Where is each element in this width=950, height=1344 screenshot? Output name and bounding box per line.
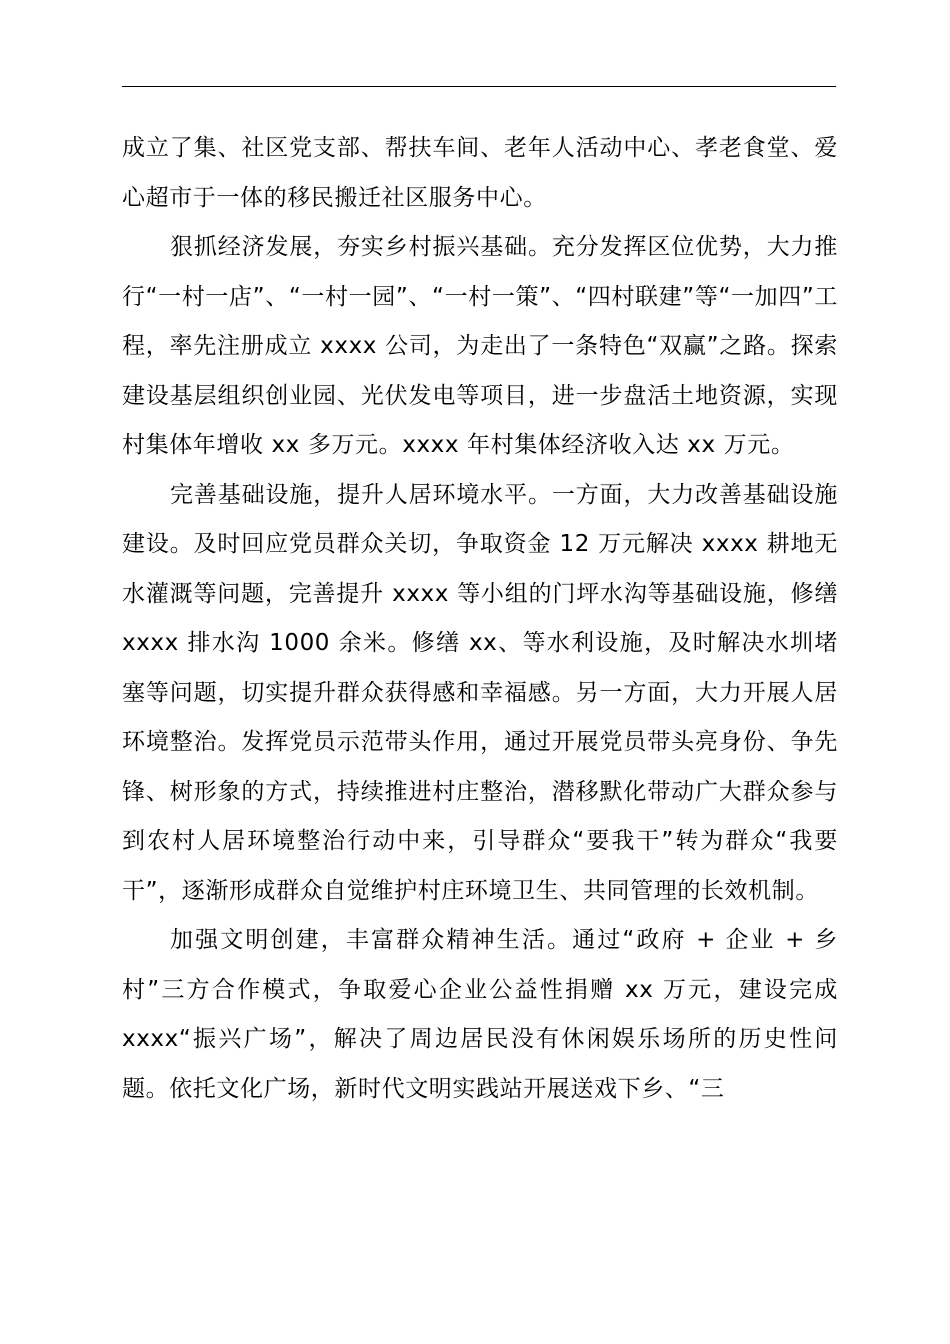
document-body (122, 124, 838, 1114)
paragraph-civilization-building: 加强文明创建，丰富群众精神生活。通过“政府 + 企业 + 乡村”三方合作模式，争取爱心企业公益性捐赠 xx 万元，建设完成 xxxx“振兴广场”，解决了周边居民没有休闲娱乐场所的历史性问题。依托文化广场，新时代文明实践站开展送戏下乡、“三 (122, 927, 838, 1102)
header-rule (122, 86, 836, 87)
paragraph-economic-development: 狠抓经济发展，夯实乡村振兴基础。充分发挥区位优势，大力推行“一村一店”、“一村一园”、“一村一策”、“四村联建”等“一加四”工程，率先注册成立 xxxx 公司，为走出了一条特色“双赢”之路。探索建设基层组织创业园、光伏发电等项目，进一步盘活土地资源，实现村集体年增收 xx 多万元。xxxx 年村集体经济收入达 xx 万元。 (122, 234, 838, 458)
paragraph-infrastructure: 完善基础设施，提升人居环境水平。一方面，大力改善基础设施建设。及时回应党员群众关切，争取资金 12 万元解决 xxxx 耕地无水灌溉等问题，完善提升 xxxx 等小组的门坪水沟等基础设施，修缮 xxxx 排水沟 1000 余米。修缮 xx、等水利设施，及时解决水圳堵塞等问题，切实提升群众获得感和幸福感。另一方面，大力开展人居环境整治。发挥党员示范带头作用，通过开展党员带头亮身份、争先锋、树形象的方式，持续推进村庄整治，潜移默化带动广大群众参与到农村人居环境整治行动中来，引导群众“要我干”转为群众“我要干”，逐渐形成群众自觉维护村庄环境卫生、共同管理的长效机制。 (122, 481, 838, 904)
paragraph-continuation: 成立了集、社区党支部、帮扶车间、老年人活动中心、孝老食堂、爱心超市于一体的移民搬迁社区服务中心。 (122, 135, 838, 211)
